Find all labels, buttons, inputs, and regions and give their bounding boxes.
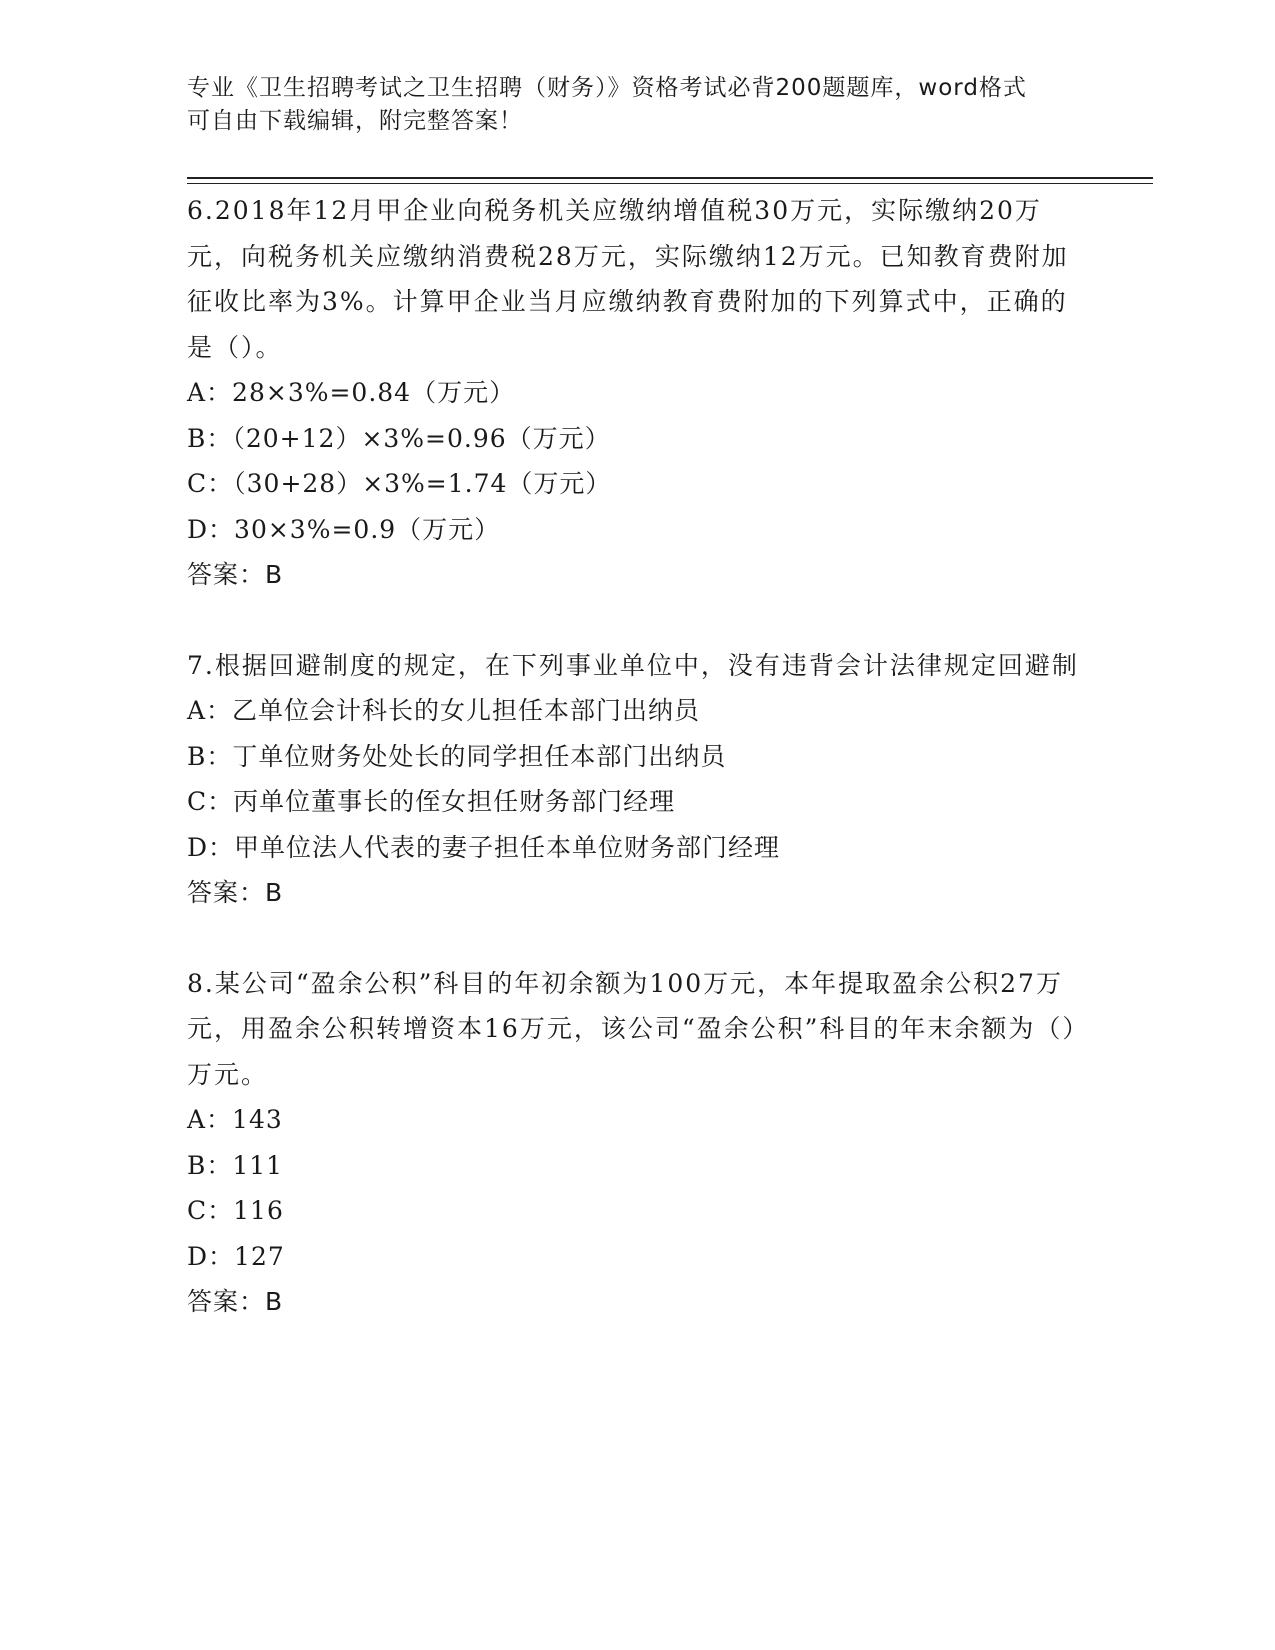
answer-line: 答案：B — [187, 1287, 284, 1316]
option-a: A：28×3%=0.84（万元） — [187, 378, 516, 407]
option-b: B：丁单位财务处处长的同学担任本部门出纳员 — [187, 741, 727, 771]
answer-line: 答案：B — [187, 878, 284, 907]
option-a: A：乙单位会计科长的女儿担任本部门出纳员 — [187, 696, 701, 725]
question-list — [187, 188, 1087, 1370]
option-d: D：127 — [187, 1241, 285, 1271]
header-line-1: 专业《卫生招聘考试之卫生招聘（财务）》资格考试必背200题题库，word格式 — [187, 75, 1027, 101]
option-b: B：111 — [187, 1150, 284, 1180]
option-c: C：（30+28）×3%=1.74（万元） — [187, 469, 612, 498]
header-rule-thin — [187, 183, 1153, 184]
option-d: D：30×3%=0.9（万元） — [187, 514, 501, 544]
option-c: C：丙单位董事长的侄女担任财务部门经理 — [187, 787, 676, 816]
option-d: D：甲单位法人代表的妻子担任本单位财务部门经理 — [187, 832, 781, 862]
option-a: A：143 — [187, 1105, 283, 1134]
question-stem: 8.某公司“盈余公积”科目的年初余额为100万元，本年提取盈余公积27万元，用盈余公积转增资本16万元，该公司“盈余公积”科目的年末余额为（）万元。 — [187, 968, 1077, 1089]
option-c: C：116 — [187, 1196, 284, 1225]
document-header — [187, 72, 1067, 138]
question-7 — [187, 643, 1087, 916]
header-line-2: 可自由下载编辑，附完整答案！ — [187, 108, 523, 134]
question-stem: 6.2018年12月甲企业向税务机关应缴纳增值税30万元，实际缴纳20万元，向税务机关应缴纳消费税28万元，实际缴纳12万元。已知教育费附加征收比率为3%。计算甲企业当月应缴纳教育费附加的下列算式中，正确的是（）。 — [187, 196, 1069, 362]
question-6 — [187, 188, 1087, 598]
question-8 — [187, 961, 1087, 1325]
option-b: B：（20+12）×3%=0.96（万元） — [187, 423, 611, 453]
question-stem: 7.根据回避制度的规定，在下列事业单位中，没有违背会计法律规定回避制 — [187, 650, 1079, 680]
answer-line: 答案：B — [187, 560, 284, 589]
header-rule-thick — [187, 177, 1153, 179]
